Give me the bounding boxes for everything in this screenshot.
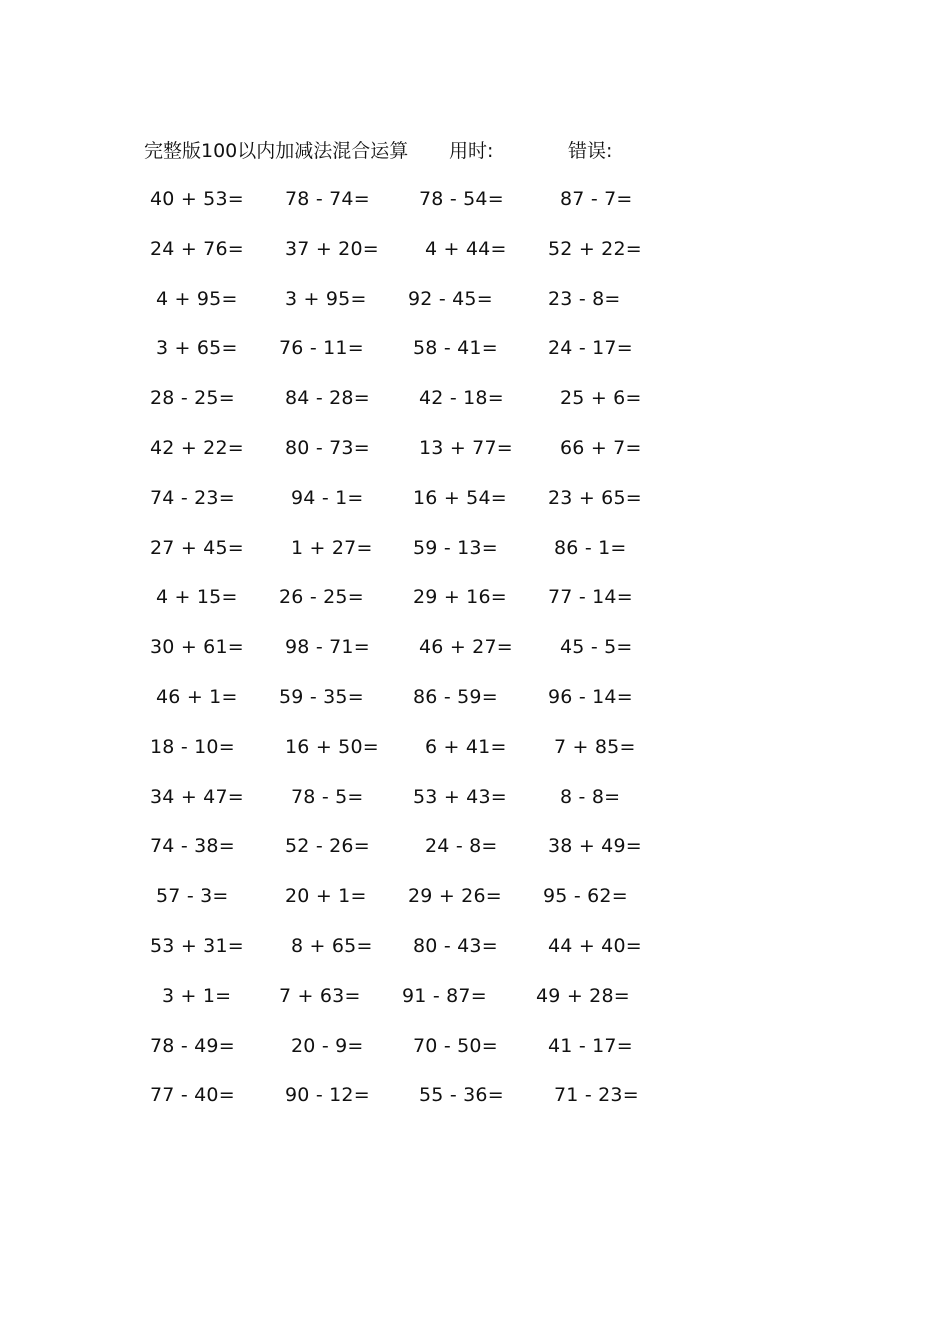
problem-r19-c1: 77 - 40= xyxy=(150,1084,235,1107)
problem-r6-c4: 66 + 7= xyxy=(560,437,642,459)
problem-r16-c1: 53 + 31= xyxy=(150,935,244,957)
problem-r5-c1: 28 - 25= xyxy=(150,387,235,410)
problem-r12-c3: 6 + 41= xyxy=(425,735,507,758)
problem-r4-c2: 76 - 11= xyxy=(279,337,364,360)
problem-r8-c1: 27 + 45= xyxy=(150,536,244,559)
problem-r19-c3: 55 - 36= xyxy=(419,1084,504,1107)
problem-r9-c4: 77 - 14= xyxy=(548,586,633,609)
problem-r19-c2: 90 - 12= xyxy=(285,1084,370,1107)
problem-r7-c2: 94 - 1= xyxy=(291,486,364,509)
time-label: 用时: xyxy=(449,140,494,162)
problem-r18-c4: 41 - 17= xyxy=(548,1034,633,1057)
problem-r16-c4: 44 + 40= xyxy=(548,935,642,957)
problem-r6-c1: 42 + 22= xyxy=(150,437,244,459)
problem-r1-c1: 40 + 53= xyxy=(150,188,244,210)
problem-r12-c1: 18 - 10= xyxy=(150,735,235,758)
problem-r14-c1: 74 - 38= xyxy=(150,835,235,858)
problem-r11-c3: 86 - 59= xyxy=(413,686,498,708)
problem-r7-c1: 74 - 23= xyxy=(150,486,235,509)
problem-r9-c1: 4 + 15= xyxy=(156,586,238,609)
problem-r9-c2: 26 - 25= xyxy=(279,586,364,609)
worksheet-title: 完整版100以内加减法混合运算 xyxy=(144,140,409,162)
problem-r3-c1: 4 + 95= xyxy=(156,287,238,310)
problem-r13-c3: 53 + 43= xyxy=(413,785,507,808)
problem-r17-c4: 49 + 28= xyxy=(536,984,630,1007)
problem-r6-c2: 80 - 73= xyxy=(285,437,370,459)
problem-r3-c3: 92 - 45= xyxy=(408,287,493,310)
problem-r15-c2: 20 + 1= xyxy=(285,885,367,908)
problem-r2-c3: 4 + 44= xyxy=(425,237,507,260)
problem-r8-c3: 59 - 13= xyxy=(413,536,498,559)
problem-r3-c4: 23 - 8= xyxy=(548,287,621,310)
problem-r5-c2: 84 - 28= xyxy=(285,387,370,410)
problem-r13-c2: 78 - 5= xyxy=(291,785,364,808)
problem-r11-c2: 59 - 35= xyxy=(279,686,364,708)
problem-r1-c2: 78 - 74= xyxy=(285,188,370,210)
problem-r19-c4: 71 - 23= xyxy=(554,1084,639,1107)
problem-r8-c4: 86 - 1= xyxy=(554,536,627,559)
problem-r10-c1: 30 + 61= xyxy=(150,636,244,659)
problem-r4-c4: 24 - 17= xyxy=(548,337,633,360)
problem-r17-c2: 7 + 63= xyxy=(279,984,361,1007)
problem-r10-c3: 46 + 27= xyxy=(419,636,513,659)
problem-r3-c2: 3 + 95= xyxy=(285,287,367,310)
problem-r12-c4: 7 + 85= xyxy=(554,735,636,758)
problem-r15-c4: 95 - 62= xyxy=(543,885,628,908)
problem-r6-c3: 13 + 77= xyxy=(419,437,513,459)
problem-r15-c1: 57 - 3= xyxy=(156,885,229,908)
problem-r8-c2: 1 + 27= xyxy=(291,536,373,559)
problem-r5-c4: 25 + 6= xyxy=(560,387,642,410)
problem-r2-c4: 52 + 22= xyxy=(548,237,642,260)
problem-r13-c1: 34 + 47= xyxy=(150,785,244,808)
problem-r12-c2: 16 + 50= xyxy=(285,735,379,758)
problem-r2-c2: 37 + 20= xyxy=(285,237,379,260)
problem-r2-c1: 24 + 76= xyxy=(150,237,244,260)
problem-r15-c3: 29 + 26= xyxy=(408,885,502,908)
problem-r16-c3: 80 - 43= xyxy=(413,935,498,957)
problem-r18-c1: 78 - 49= xyxy=(150,1034,235,1057)
problem-r9-c3: 29 + 16= xyxy=(413,586,507,609)
problem-r11-c4: 96 - 14= xyxy=(548,686,633,708)
problem-r17-c3: 91 - 87= xyxy=(402,984,487,1007)
problem-r18-c3: 70 - 50= xyxy=(413,1034,498,1057)
problem-r14-c4: 38 + 49= xyxy=(548,835,642,858)
problem-r4-c1: 3 + 65= xyxy=(156,337,238,360)
problem-r4-c3: 58 - 41= xyxy=(413,337,498,360)
problem-r14-c2: 52 - 26= xyxy=(285,835,370,858)
problem-r1-c3: 78 - 54= xyxy=(419,188,504,210)
problem-r18-c2: 20 - 9= xyxy=(291,1034,364,1057)
problem-r11-c1: 46 + 1= xyxy=(156,686,238,708)
problem-r16-c2: 8 + 65= xyxy=(291,935,373,957)
problem-r13-c4: 8 - 8= xyxy=(560,785,621,808)
problem-r7-c3: 16 + 54= xyxy=(413,486,507,509)
problem-r10-c2: 98 - 71= xyxy=(285,636,370,659)
problem-r14-c3: 24 - 8= xyxy=(425,835,498,858)
problem-r5-c3: 42 - 18= xyxy=(419,387,504,410)
problem-r17-c1: 3 + 1= xyxy=(162,984,232,1007)
problem-r7-c4: 23 + 65= xyxy=(548,486,642,509)
problem-r10-c4: 45 - 5= xyxy=(560,636,633,659)
errors-label: 错误: xyxy=(568,140,613,162)
problem-r1-c4: 87 - 7= xyxy=(560,188,633,210)
